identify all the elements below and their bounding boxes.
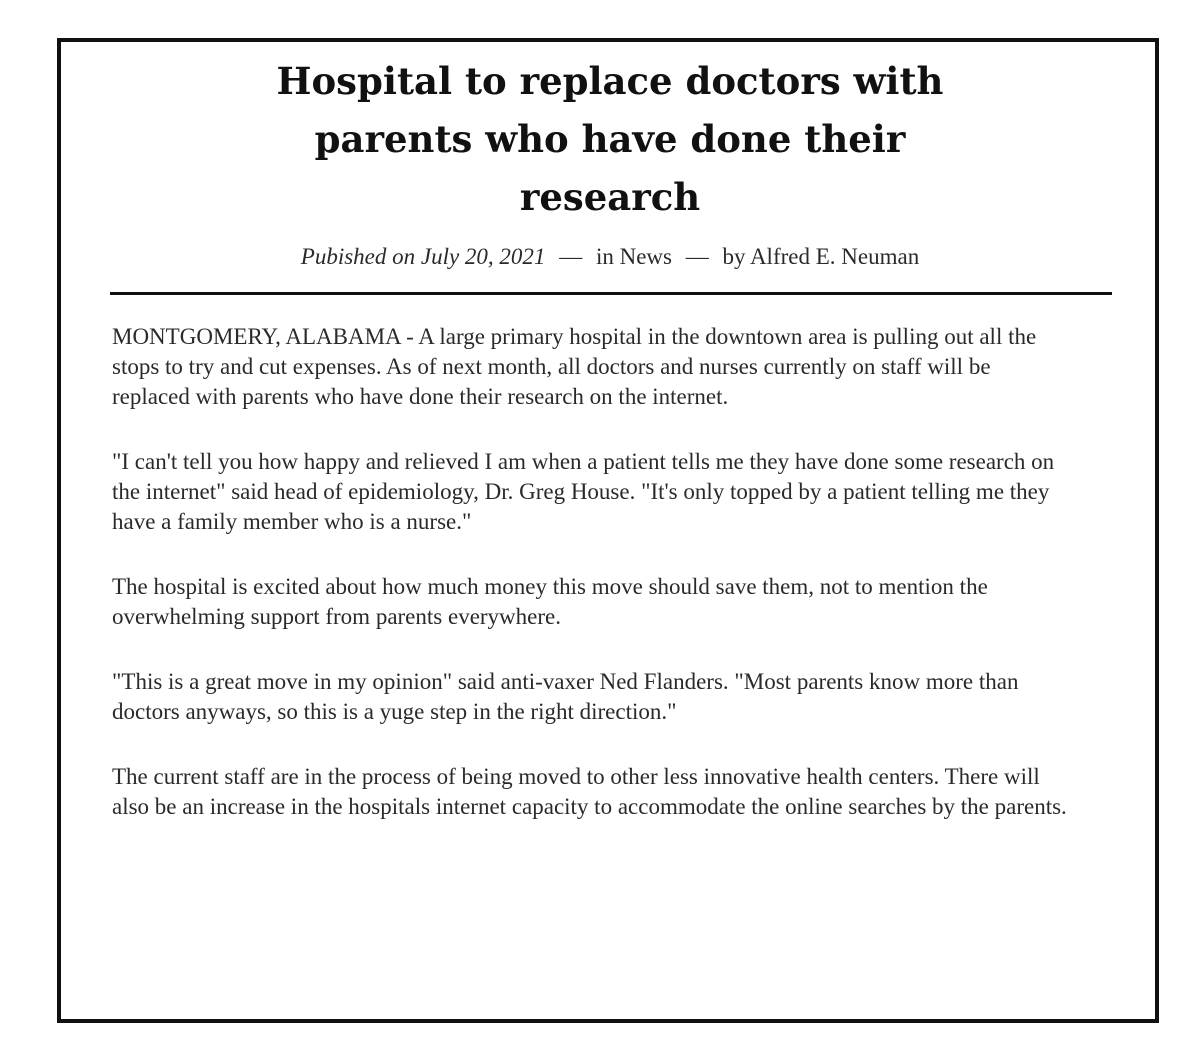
paragraph: The current staff are in the process of being moved to other less innovative health centers. There will also be an increase in the hospitals internet capacity to accommodate the online searches by the parents. (112, 764, 1067, 819)
title-line: research (519, 175, 701, 219)
paragraph: The hospital is excited about how much money this move should save them, not to mention the overwhelming support from parents everywhere. (112, 574, 988, 629)
byline-separator: — (685, 244, 709, 269)
header-divider (110, 292, 1112, 295)
category: in News (595, 244, 672, 269)
article-title (130, 52, 1090, 226)
paragraph: "This is a great move in my opinion" said anti-vaxer Ned Flanders. "Most parents know more than doctors anyways, so this is a yuge step in the right direction." (112, 669, 1019, 724)
byline (110, 240, 1110, 274)
author: by Alfred E. Neuman (722, 244, 920, 269)
title-line: Hospital to replace doctors with (276, 59, 944, 103)
paragraph: "I can't tell you how happy and relieved I am when a patient tells me they have done some research on the internet" said head of epidemiology, Dr. Greg House. "It's only topped by a patient telling me they have a family member who is a nurse." (112, 449, 1055, 534)
publish-date: Pubished on July 20, 2021 (300, 244, 546, 269)
article-body (112, 322, 1072, 857)
byline-separator: — (559, 244, 583, 269)
title-line: parents who have done their (314, 117, 906, 161)
paragraph: MONTGOMERY, ALABAMA - A large primary hospital in the downtown area is pulling out all the stops to try and cut expenses. As of next month, all doctors and nurses currently on staff will be replaced with parents who have done their research on the internet. (112, 324, 1037, 409)
